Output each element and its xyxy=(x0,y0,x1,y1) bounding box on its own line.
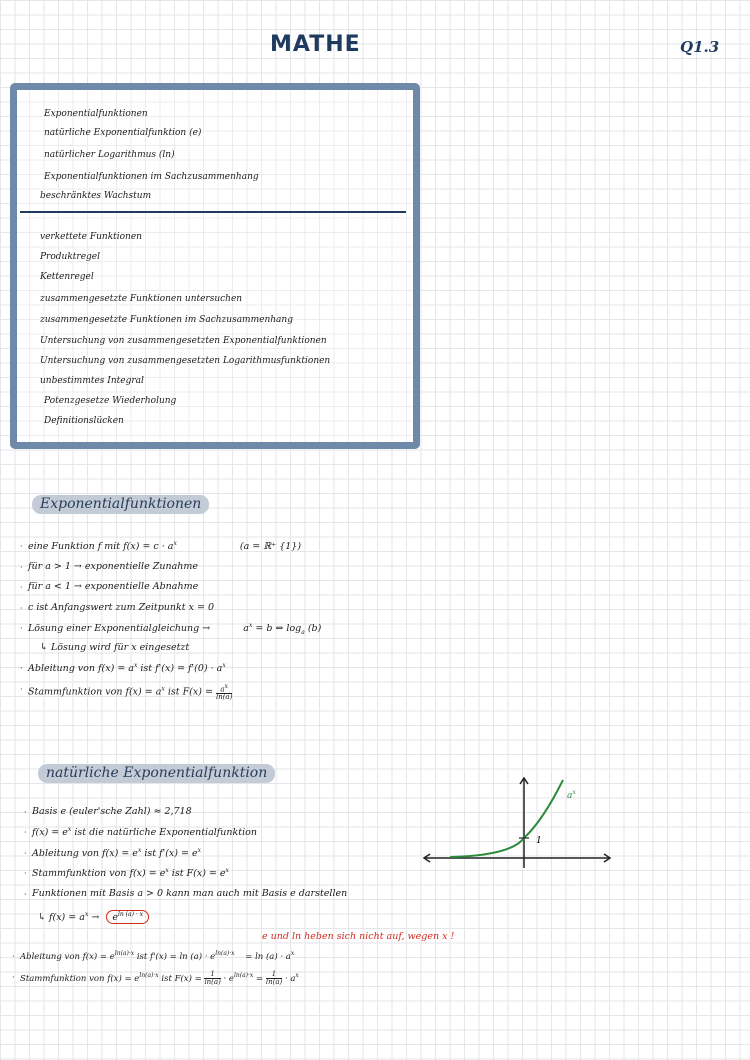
note-line: Ableitung von $f(x) = e^x$ ist $f'(x) = e^x$ xyxy=(32,847,202,860)
note-line: Ableitung von $f(x) = e^{ln(a)\cdot x}$ ist $f'(x) = \ln (a) \cdot e^{ln(a)\cdot x} = \ln (a) \cdot a^x$ xyxy=(20,950,295,962)
note-line: c ist Anfangswert zum Zeitpunkt x = 0 xyxy=(28,602,215,613)
note-line: Ableitung von $f(x) = a^x$ ist $f'(x) = f'(0) \cdot a^x$ xyxy=(28,662,226,675)
toc-item: zusammengesetzte Funktionen im Sachzusammenhang xyxy=(40,315,293,325)
toc-item: unbestimmtes Integral xyxy=(40,376,144,386)
toc-divider xyxy=(20,211,406,213)
curve-label: $a^x$ xyxy=(567,789,576,801)
y-intercept-label: 1 xyxy=(536,836,542,846)
note-line: Stammfunktion von $f(x) = e^{ln(a)\cdot x}$ ist F(x) = $\frac{1}{\ln(a)}$ · $e^{ln(a)\cdot x}$ = $\frac{1}{\ln(a)}$ · $a^x$ xyxy=(20,970,299,986)
page-title: MATHE xyxy=(270,32,361,57)
toc-item: Exponentialfunktionen im Sachzusammenhang xyxy=(44,172,259,182)
toc-item: zusammengesetzte Funktionen untersuchen xyxy=(40,294,243,304)
section-heading-natural: natürliche Exponentialfunktion xyxy=(38,764,275,783)
note-line: Basis e (euler'sche Zahl) ≈ 2,718 xyxy=(32,806,192,817)
red-note: e und ln heben sich nicht auf, wegen x ! xyxy=(262,931,455,942)
note-line: Stammfunktion von $f(x) = a^x$ ist F(x) = $\frac{a^x}{\ln(a)}$ xyxy=(28,683,233,702)
toc-item: natürlicher Logarithmus (ln) xyxy=(44,150,175,160)
note-line: ↳ Lösung wird für x eingesetzt xyxy=(40,642,190,653)
toc-item: Definitionslücken xyxy=(44,416,124,426)
toc-item: Potenzgesetze Wiederholung xyxy=(44,396,177,406)
note-line: ↳ $f(x) = a^x \to e^{ln (a) \cdot x}$ xyxy=(38,910,149,924)
toc-item: verkettete Funktionen xyxy=(40,232,142,242)
toc-item: Untersuchung von zusammengesetzten Logarithmusfunktionen xyxy=(40,356,331,366)
note-line: $f(x) = e^x$ ist die natürliche Exponentialfunktion xyxy=(32,826,257,839)
exp-curve xyxy=(450,780,563,857)
toc-item: Untersuchung von zusammengesetzten Exponentialfunktionen xyxy=(40,336,327,346)
toc-item: Produktregel xyxy=(40,252,100,262)
toc-item: Exponentialfunktionen xyxy=(44,109,148,119)
note-line: für a > 1 → exponentielle Zunahme xyxy=(28,561,198,572)
toc-item: beschränktes Wachstum xyxy=(40,191,152,201)
toc-item: Kettenregel xyxy=(40,272,94,282)
course-label: Q1.3 xyxy=(680,38,720,56)
section-heading-exponential: Exponentialfunktionen xyxy=(32,495,209,514)
note-line: Lösung einer Exponentialgleichung → $a^x = b$ ⇔ $\log_a (b)$ xyxy=(28,622,322,637)
note-line: für a < 1 → exponentielle Abnahme xyxy=(28,581,199,592)
note-line: Stammfunktion von $f(x) = e^x$ ist $F(x) = e^x$ xyxy=(32,867,229,880)
note-line: eine Funktion f mit $f(x) = c \cdot a^x$ (a = ℝ⁺ {1}) xyxy=(28,540,302,553)
note-line: Funktionen mit Basis a > 0 kann man auch mit Basis e darstellen xyxy=(32,888,348,899)
toc-item: natürliche Exponentialfunktion (e) xyxy=(44,128,202,138)
exponential-graph xyxy=(420,770,620,870)
